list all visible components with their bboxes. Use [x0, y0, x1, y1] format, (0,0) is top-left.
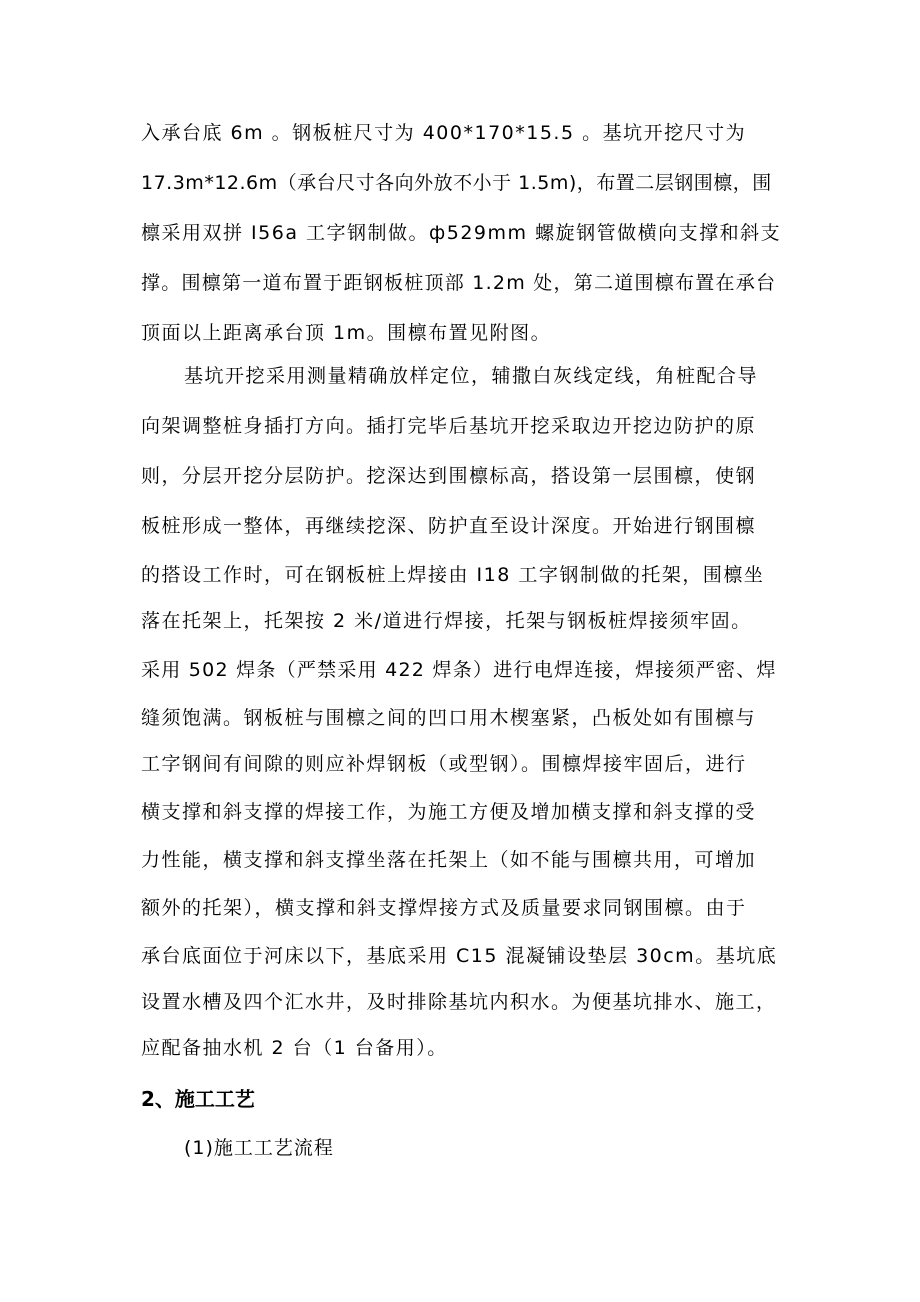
paragraph-1-line-1: 入承台底 6m 。钢板桩尺寸为 400*170*15.5 。基坑开挖尺寸为	[141, 122, 747, 144]
paragraph-2-line-11: 力性能，横支撑和斜支撑坐落在托架上（如不能与围檩共用，可增加	[141, 849, 757, 871]
paragraph-2-line-10: 横支撑和斜支撑的焊接工作，为施工方便及增加横支撑和斜支撑的受	[141, 801, 757, 823]
paragraph-2-line-6: 落在托架上，托架按 2 米/道进行焊接，托架与钢板桩焊接须牢固。	[141, 610, 752, 632]
section-heading: 2、施工工艺	[141, 1087, 255, 1111]
paragraph-2-line-8: 缝须饱满。钢板桩与围檩之间的凹口用木楔塞紧，凸板处如有围檩与	[141, 707, 757, 729]
paragraph-2-line-9: 工字钢间有间隙的则应补焊钢板（或型钢）。围檩焊接牢固后，进行	[141, 753, 747, 775]
paragraph-2-line-3: 则，分层开挖分层防护。挖深达到围檩标高，搭设第一层围檩，使钢	[141, 465, 757, 487]
paragraph-1-line-2: 17.3m*12.6m（承台尺寸各向外放不小于 1.5m)，布置二层钢围檩，围	[141, 172, 772, 194]
paragraph-1-line-4: 撑。围檩第一道布置于距钢板桩顶部 1.2m 处，第二道围檩布置在承台	[141, 272, 777, 294]
paragraph-2-line-15: 应配备抽水机 2 台（1 台备用）。	[141, 1037, 448, 1059]
paragraph-2-line-13: 承台底面位于河床以下，基底采用 C15 混凝铺设垫层 30cm。基坑底	[141, 945, 778, 967]
paragraph-1-line-5: 顶面以上距离承台顶 1m。围檩布置见附图。	[141, 322, 552, 344]
paragraph-2-line-14: 设置水槽及四个汇水井，及时排除基坑内积水。为便基坑排水、施工，	[141, 991, 777, 1013]
paragraph-2-line-12: 额外的托架），横支撑和斜支撑焊接方式及质量要求同钢围檩。由于	[141, 897, 747, 919]
paragraph-1-line-3: 檩采用双拼 I56a 工字钢制做。ф529mm 螺旋钢管做横向支撑和斜支	[141, 222, 782, 244]
paragraph-2-line-1: 基坑开挖采用测量精确放样定位，辅撒白灰线定线，角桩配合导	[184, 365, 759, 387]
paragraph-2-line-2: 向架调整桩身插打方向。插打完毕后基坑开挖采取边开挖边防护的原	[141, 415, 757, 437]
paragraph-2-line-4: 板桩形成一整体，再继续挖深、防护直至设计深度。开始进行钢围檩	[141, 515, 757, 537]
subsection-heading: (1)施工工艺流程	[184, 1137, 334, 1159]
paragraph-2-line-7: 采用 502 焊条（严禁采用 422 焊条）进行电焊连接，焊接须严密、焊	[141, 659, 777, 681]
paragraph-2-line-5: 的搭设工作时，可在钢板桩上焊接由 I18 工字钢制做的托架，围檩坐	[141, 564, 765, 586]
